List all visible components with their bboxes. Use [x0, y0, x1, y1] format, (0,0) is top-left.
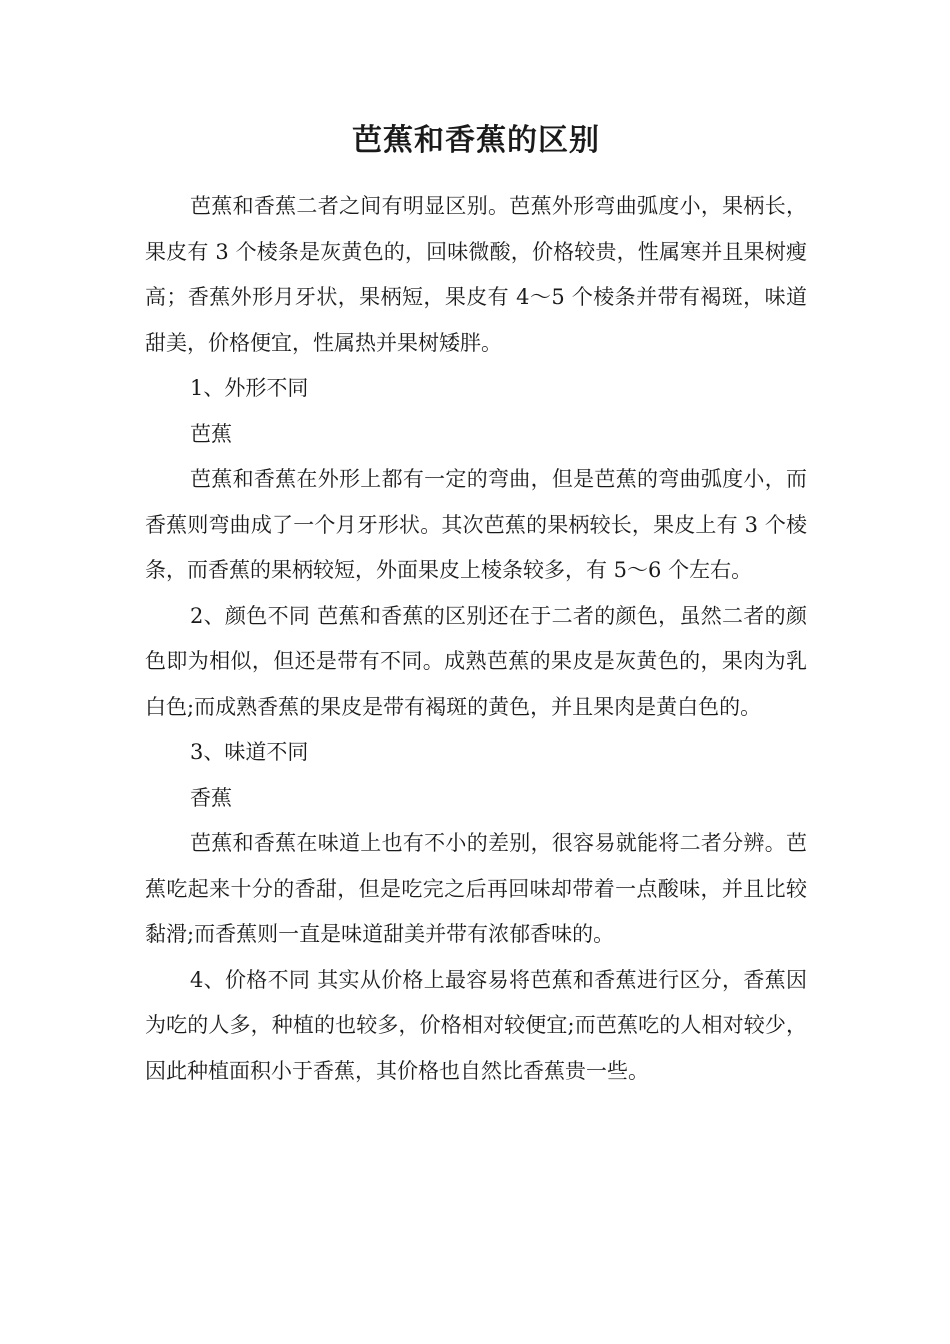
section-heading-shape: 1、外形不同 [190, 376, 309, 400]
subheading-plantain: 芭蕉 [190, 421, 232, 446]
document-page [145, 118, 807, 1094]
shape-paragraph: 芭蕉和香蕉在外形上都有一定的弯曲，但是芭蕉的弯曲弧度小，而香蕉则弯曲成了一个月牙形状。其次芭蕉的果柄较长，果皮上有 3 个棱条，而香蕉的果柄较短，外面果皮上棱条较多，有 5～6 个左右。 [145, 467, 807, 582]
taste-paragraph: 芭蕉和香蕉在味道上也有不小的差别，很容易就能将二者分辨。芭蕉吃起来十分的香甜，但是吃完之后再回味却带着一点酸味，并且比较黏滑;而香蕉则一直是味道甜美并带有浓郁香味的。 [145, 831, 807, 946]
document-title: 芭蕉和香蕉的区别 [352, 123, 600, 158]
color-paragraph: 2、颜色不同 芭蕉和香蕉的区别还在于二者的颜色，虽然二者的颜色即为相似，但还是带有不同。成熟芭蕉的果皮是灰黄色的，果肉为乳白色;而成熟香蕉的果皮是带有褐斑的黄色，并且果肉是黄白色的。 [145, 603, 807, 719]
intro-paragraph: 芭蕉和香蕉二者之间有明显区别。芭蕉外形弯曲弧度小，果柄长，果皮有 3 个棱条是灰黄色的，回味微酸，价格较贵，性属寒并且果树瘦高；香蕉外形月牙状，果柄短，果皮有 4～5 个棱条并带有褐斑，味道甜美，价格便宜，性属热并果树矮胖。 [145, 194, 807, 355]
price-paragraph: 4、价格不同 其实从价格上最容易将芭蕉和香蕉进行区分，香蕉因为吃的人多，种植的也较多，价格相对较便宜;而芭蕉吃的人相对较少，因此种植面积小于香蕉，其价格也自然比香蕉贵一些。 [145, 967, 807, 1083]
subheading-banana: 香蕉 [190, 785, 232, 810]
section-heading-taste: 3、味道不同 [190, 740, 309, 764]
